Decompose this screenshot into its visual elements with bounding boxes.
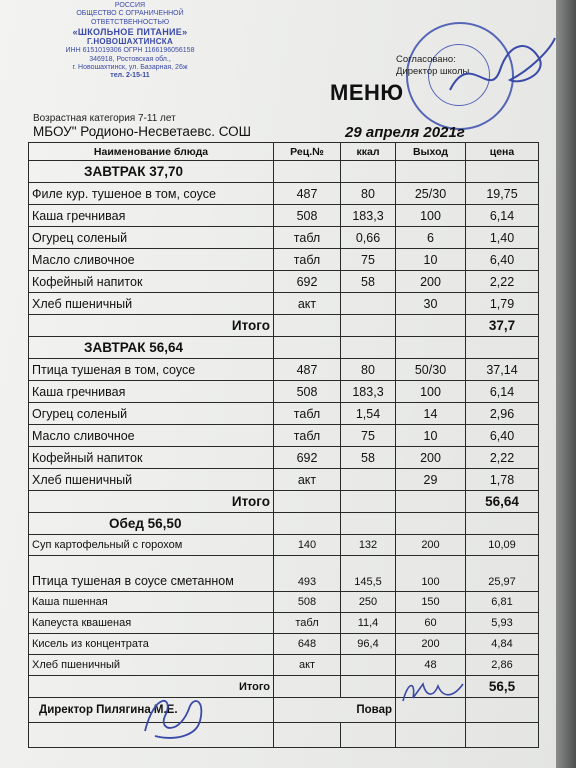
dish-name: Кофейный напиток — [29, 271, 274, 293]
portion: 6 — [396, 227, 466, 249]
approval-line: Директор школы — [396, 66, 470, 77]
recipe-number: табл — [274, 403, 341, 425]
price: 6,81 — [466, 592, 539, 613]
kcal — [341, 469, 396, 491]
kcal: 132 — [341, 535, 396, 556]
total-label: Итого — [29, 491, 274, 513]
total-value: 56,64 — [466, 491, 539, 513]
column-header: Наименование блюда — [29, 143, 274, 161]
table-row — [29, 403, 539, 425]
section-title: ЗАВТРАК 56,64 — [29, 337, 274, 359]
total-label: Итого — [29, 315, 274, 337]
dish-name: Масло сливочное — [29, 425, 274, 447]
price: 19,75 — [466, 183, 539, 205]
price: 6,40 — [466, 425, 539, 447]
recipe-number: табл — [274, 249, 341, 271]
director-signature — [130, 686, 220, 746]
recipe-number: акт — [274, 655, 341, 676]
kcal: 80 — [341, 359, 396, 381]
price: 6,14 — [466, 381, 539, 403]
dish-name: Капеуста квашеная — [29, 613, 274, 634]
dish-name: Филе кур. тушеное в том, соусе — [29, 183, 274, 205]
portion: 10 — [396, 425, 466, 447]
kcal: 11,4 — [341, 613, 396, 634]
portion: 30 — [396, 293, 466, 315]
portion: 200 — [396, 271, 466, 293]
total-value: 56,5 — [466, 676, 539, 698]
dish-name: Каша гречнивая — [29, 205, 274, 227]
kcal: 250 — [341, 592, 396, 613]
price: 2,86 — [466, 655, 539, 676]
price: 1,78 — [466, 469, 539, 491]
price: 2,22 — [466, 271, 539, 293]
total-value: 37,7 — [466, 315, 539, 337]
menu-table — [28, 142, 539, 748]
table-row — [29, 535, 539, 556]
menu-date: 29 апреля 2021г — [345, 124, 465, 141]
dish-name: Каша гречнивая — [29, 381, 274, 403]
price: 6,14 — [466, 205, 539, 227]
table-row — [29, 183, 539, 205]
portion: 100 — [396, 381, 466, 403]
dish-name: Огурец соленый — [29, 403, 274, 425]
portion: 10 — [396, 249, 466, 271]
dish-name: Хлеб пшеничный — [29, 655, 274, 676]
table-row — [29, 425, 539, 447]
price: 4,84 — [466, 634, 539, 655]
stamp-line: РОССИЯ — [114, 2, 146, 9]
recipe-number: 487 — [274, 183, 341, 205]
portion: 150 — [396, 592, 466, 613]
kcal: 183,3 — [341, 205, 396, 227]
recipe-number: 508 — [274, 205, 341, 227]
dish-name: Огурец соленый — [29, 227, 274, 249]
portion: 60 — [396, 613, 466, 634]
recipe-number: 508 — [274, 381, 341, 403]
kcal: 58 — [341, 271, 396, 293]
price: 2,96 — [466, 403, 539, 425]
table-row — [29, 271, 539, 293]
portion: 14 — [396, 403, 466, 425]
company-stamp — [30, 2, 230, 110]
portion: 25/30 — [396, 183, 466, 205]
price: 6,40 — [466, 249, 539, 271]
table-row — [29, 381, 539, 403]
dish-name: Суп картофельный с горохом — [29, 535, 274, 556]
portion: 200 — [396, 447, 466, 469]
kcal: 183,3 — [341, 381, 396, 403]
recipe-number: табл — [274, 613, 341, 634]
price: 2,22 — [466, 447, 539, 469]
column-header: ккал — [341, 143, 396, 161]
table-row — [29, 592, 539, 613]
price: 10,09 — [466, 535, 539, 556]
blank-row — [29, 723, 539, 748]
stamp-line: ОТВЕТСТВЕННОСТЬЮ — [90, 18, 170, 26]
kcal: 75 — [341, 249, 396, 271]
recipe-number: 692 — [274, 447, 341, 469]
recipe-number: 487 — [274, 359, 341, 381]
stamp-line: ИНН 6151019306 ОГРН 1166196056158 — [65, 47, 195, 55]
kcal — [341, 655, 396, 676]
total-row — [29, 491, 539, 513]
kcal: 145,5 — [341, 556, 396, 592]
stamp-line: г. Новошахтинск, ул. Базарная, 26ж — [72, 64, 188, 72]
table-row — [29, 249, 539, 271]
background-edge — [556, 0, 576, 768]
column-header: Выход — [396, 143, 466, 161]
total-label: Итого — [29, 676, 274, 698]
portion: 50/30 — [396, 359, 466, 381]
dish-name: Кисель из концентрата — [29, 634, 274, 655]
kcal: 75 — [341, 425, 396, 447]
table-row — [29, 469, 539, 491]
table-row — [29, 556, 539, 592]
portion: 48 — [396, 655, 466, 676]
recipe-number: 493 — [274, 556, 341, 592]
price: 1,40 — [466, 227, 539, 249]
table-row — [29, 205, 539, 227]
recipe-number: табл — [274, 227, 341, 249]
portion: 100 — [396, 556, 466, 592]
recipe-number: табл — [274, 425, 341, 447]
recipe-number: 648 — [274, 634, 341, 655]
cook-signature — [398, 676, 468, 706]
recipe-number: 508 — [274, 592, 341, 613]
recipe-number: 692 — [274, 271, 341, 293]
portion: 200 — [396, 535, 466, 556]
director-signature-top — [440, 30, 556, 110]
table-row — [29, 447, 539, 469]
school-name: МБОУ" Родионо-Несветаевс. СОШ — [33, 124, 252, 139]
table-row — [29, 227, 539, 249]
portion: 29 — [396, 469, 466, 491]
stamp-phone: тел. 2-15-11 — [110, 72, 150, 80]
section-title-row — [29, 161, 539, 183]
table-row — [29, 655, 539, 676]
dish-name: Птица тушеная в соусе сметанном — [29, 556, 274, 592]
recipe-number: акт — [274, 469, 341, 491]
section-title-row — [29, 513, 539, 535]
kcal — [341, 293, 396, 315]
price: 5,93 — [466, 613, 539, 634]
dish-name: Масло сливочное — [29, 249, 274, 271]
table-header-row — [29, 143, 539, 161]
table-row — [29, 613, 539, 634]
kcal: 58 — [341, 447, 396, 469]
table-row — [29, 634, 539, 655]
dish-name: Хлеб пшеничный — [29, 469, 274, 491]
kcal: 0,66 — [341, 227, 396, 249]
dish-name: Каша пшенная — [29, 592, 274, 613]
age-category: Возрастная категория 7-11 лет — [33, 113, 176, 124]
dish-name: Кофейный напиток — [29, 447, 274, 469]
recipe-number: 140 — [274, 535, 341, 556]
price: 37,14 — [466, 359, 539, 381]
stamp-line: 346918, Ростовская обл., — [89, 55, 171, 63]
price: 25,97 — [466, 556, 539, 592]
cook-label: Повар — [274, 698, 396, 723]
total-row — [29, 315, 539, 337]
stamp-company-name: «ШКОЛЬНОЕ ПИТАНИЕ» — [72, 27, 188, 38]
portion: 200 — [396, 634, 466, 655]
page-title: МЕНЮ — [330, 80, 404, 105]
director-label: Директор Пилягина М.Е. — [29, 698, 274, 723]
stamp-city: Г.НОВОШАХТИНСКА — [86, 37, 174, 47]
table-row — [29, 293, 539, 315]
column-header: Рец.№ — [274, 143, 341, 161]
dish-name: Хлеб пшеничный — [29, 293, 274, 315]
column-header: цена — [466, 143, 539, 161]
section-title: ЗАВТРАК 37,70 — [29, 161, 274, 183]
kcal: 1,54 — [341, 403, 396, 425]
section-title: Обед 56,50 — [29, 513, 274, 535]
kcal: 80 — [341, 183, 396, 205]
section-title-row — [29, 337, 539, 359]
approval-line: Согласовано: — [396, 54, 456, 65]
portion: 100 — [396, 205, 466, 227]
recipe-number: акт — [274, 293, 341, 315]
table-row — [29, 359, 539, 381]
kcal: 96,4 — [341, 634, 396, 655]
price: 1,79 — [466, 293, 539, 315]
stamp-line: ОБЩЕСТВО С ОГРАНИЧЕННОЙ — [76, 10, 184, 18]
dish-name: Птица тушеная в том, соусе — [29, 359, 274, 381]
